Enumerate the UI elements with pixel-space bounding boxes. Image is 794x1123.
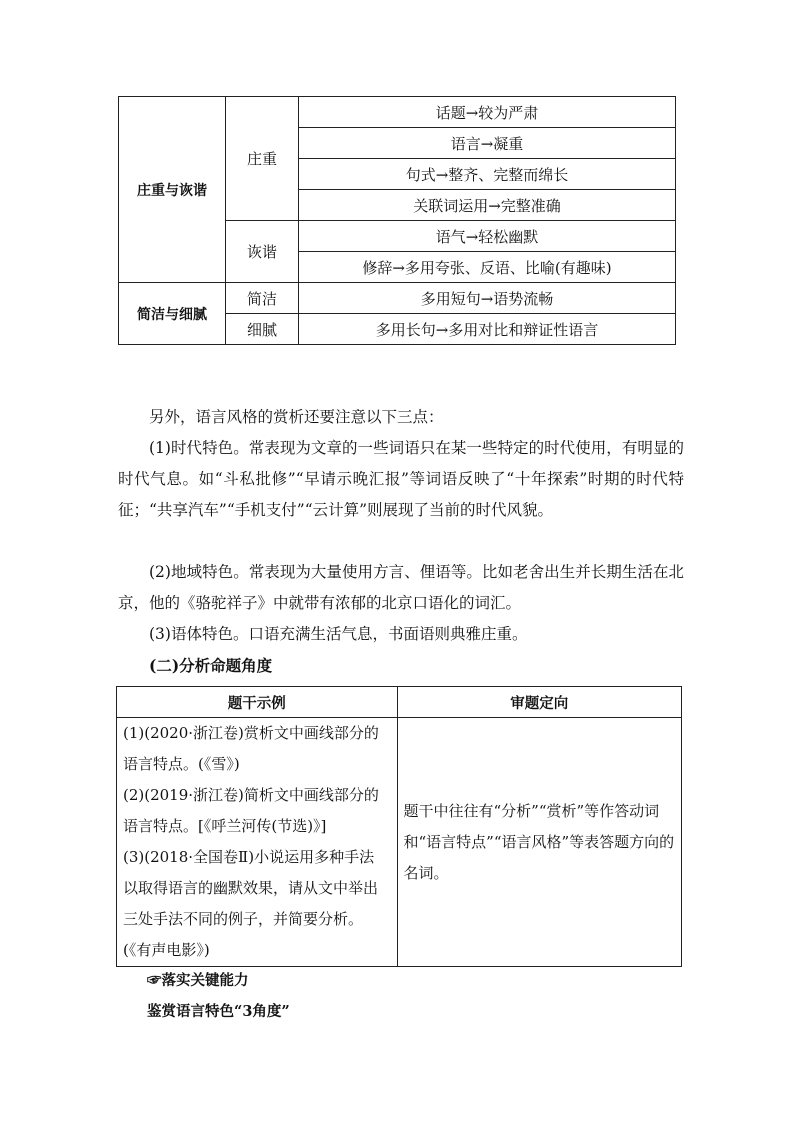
regional-feature-paragraph: (2)地域特色。常表现为大量使用方言、俚语等。比如老舍出生并长期生活在北京，他的《骆驼祥子》中就带有浓郁的北京口语化的词汇。 — [118, 563, 684, 612]
feature-cell: 关联词运用→完整准确 — [299, 190, 676, 221]
example-line: 三处手法不同的例子，并简要分析。 — [123, 910, 364, 928]
feature-cell: 语气→轻松幽默 — [299, 221, 676, 252]
subcategory-cell: 简洁 — [226, 283, 299, 314]
section-heading: (二)分析命题角度 — [149, 656, 273, 675]
example-line: 语言特点。(《雪》) — [123, 755, 240, 773]
example-line: (2)(2019·浙江卷)简析文中画线部分的 — [123, 786, 379, 804]
feature-cell: 语言→凝重 — [299, 128, 676, 159]
subcategory-cell: 诙谐 — [226, 221, 299, 283]
example-line: (《有声电影》) — [123, 941, 210, 959]
subcategory-cell: 细腻 — [226, 314, 299, 345]
example-line: 语言特点。[《呼兰河传(节选)》] — [123, 817, 327, 835]
feature-cell: 句式→整齐、完整而绵长 — [299, 159, 676, 190]
example-line: (1)(2020·浙江卷)赏析文中画线部分的 — [123, 724, 379, 742]
examples-cell — [117, 718, 398, 967]
header-question-direction: 审题定向 — [397, 687, 682, 718]
feature-cell: 多用短句→语势流畅 — [299, 283, 676, 314]
category-cell: 简洁与细腻 — [119, 283, 226, 345]
question-analysis-table — [116, 686, 682, 967]
subcategory-cell: 庄重 — [226, 97, 299, 221]
category-cell: 庄重与诙谐 — [119, 97, 226, 283]
era-feature-paragraph: (1)时代特色。常表现为文章的一些词语只在某一些特定的时代使用，有明显的时代气息。如“斗私批修”“早请示晚汇报”等词语反映了“十年探索”时期的时代特征；“共享汽车”“手机支付”“云计算”则展现了当前的时代风貌。 — [118, 439, 684, 519]
direction-cell: 题干中往往有“分析”“赏析”等作答动词和“语言特点”“语言风格”等表答题方向的名词。 — [397, 718, 682, 967]
language-style-table — [118, 96, 676, 345]
example-line: 以取得语言的幽默效果，请从文中举出 — [123, 879, 379, 897]
register-feature-paragraph: (3)语体特色。口语充满生活气息，书面语则典雅庄重。 — [149, 625, 528, 643]
feature-cell: 修辞→多用夸张、反语、比喻(有趣味) — [299, 252, 676, 283]
intro-paragraph: 另外，语言风格的赏析还要注意以下三点： — [149, 408, 444, 426]
feature-cell: 多用长句→多用对比和辩证性语言 — [299, 314, 676, 345]
feature-cell: 话题→较为严肃 — [299, 97, 676, 128]
subheading: 鉴赏语言特色“3角度” — [147, 1003, 290, 1020]
example-line: (3)(2018·全国卷Ⅱ)小说运用多种手法 — [123, 848, 375, 866]
key-ability-label: ☞落实关键能力 — [147, 972, 249, 989]
header-question-examples: 题干示例 — [117, 687, 398, 718]
